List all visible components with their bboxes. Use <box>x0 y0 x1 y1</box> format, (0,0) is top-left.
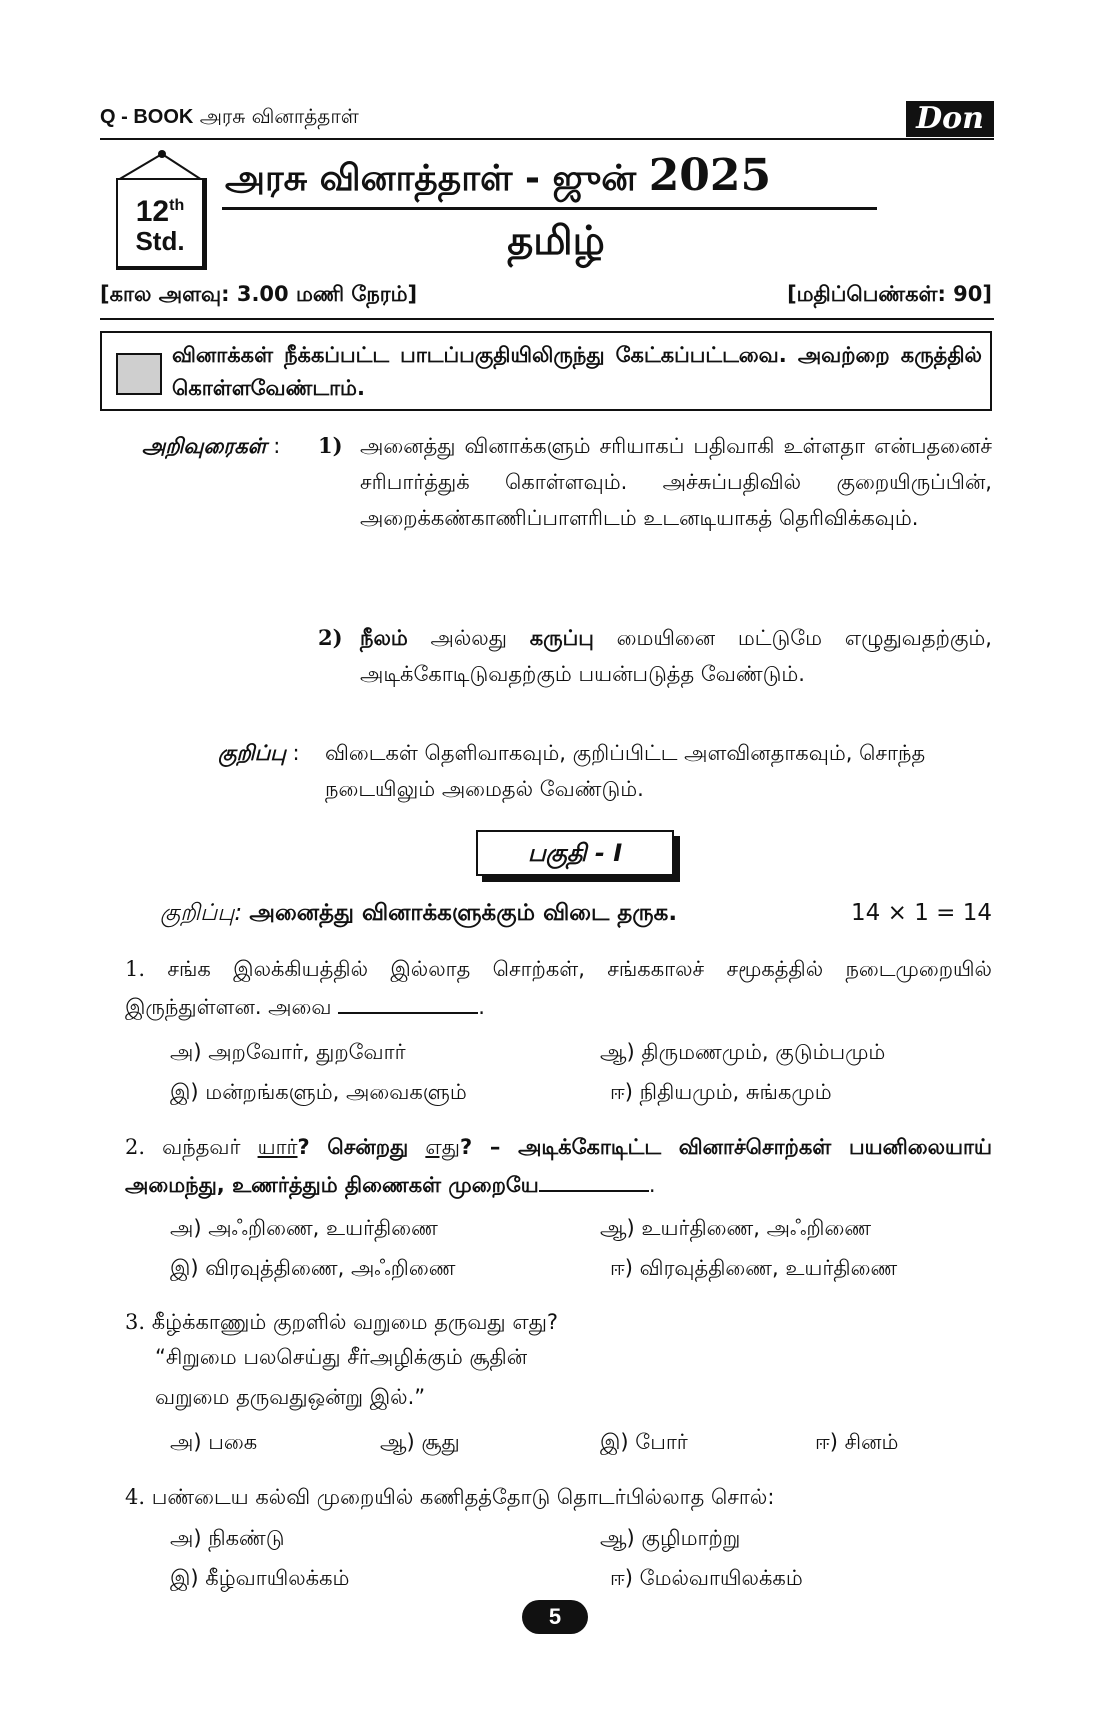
q3-option-d: ஈ) சினம் <box>815 1430 899 1454</box>
question-number: 2. <box>125 1135 146 1159</box>
title-text: அரசு வினாத்தாள் - ஜுன் <box>225 158 637 199</box>
q3-option-c: இ) போர் <box>600 1430 688 1454</box>
question-number: 1. <box>125 957 146 981</box>
q4-option-c: இ) கீழ்வாயிலக்கம் <box>170 1566 350 1590</box>
total-marks: [மதிப்பெண்கள்: 90] <box>787 282 992 306</box>
q2-option-d: ஈ) விரவுத்திணை, உயர்திணை <box>610 1256 898 1280</box>
q3-option-a: அ) பகை <box>170 1430 258 1454</box>
underlined-word: எது <box>425 1135 460 1159</box>
answer-blank <box>539 1190 649 1192</box>
question-1: 1. சங்க இலக்கியத்தில் இல்லாத சொற்கள், சங்ககாலச் சமூகத்தில் நடைமுறையில் இருந்துள்ளன. அவை . <box>125 957 992 1019</box>
question-number: 4. <box>125 1485 146 1509</box>
exam-title <box>225 150 771 204</box>
std-label: Std. <box>135 226 185 256</box>
note-text: விடைகள் தெளிவாகவும், குறிப்பிட்ட அளவினதாகவும், சொந்த நடையிலும் அமைதல் வேண்டும். <box>325 741 926 801</box>
question-text: கீழ்க்காணும் குறளில் வறுமை தருவது எது? <box>151 1310 559 1334</box>
instructions-label-row: அறிவுரைகள் : <box>142 434 281 458</box>
underlined-word: யார் <box>257 1135 298 1159</box>
q4-option-d: ஈ) மேல்வாயிலக்கம் <box>610 1566 803 1590</box>
note-label-row: குறிப்பு : <box>218 741 300 765</box>
instructions-label: அறிவுரைகள் <box>142 434 267 458</box>
instruction-2-number: 2) <box>318 625 343 650</box>
kural-line-2: வறுமை தருவதுஒன்று இல்.” <box>155 1385 426 1409</box>
section-note <box>160 900 992 929</box>
meta-rule <box>100 318 994 320</box>
instruction-2-or: அல்லது <box>430 626 507 650</box>
q2-option-a: அ) அஃறிணை, உயர்திணை <box>170 1216 438 1240</box>
page-number: 5 <box>522 1600 588 1634</box>
question-text-part: ? சென்றது <box>297 1135 409 1159</box>
title-rule <box>222 207 877 210</box>
instruction-2-text <box>360 620 992 692</box>
q1-option-b: ஆ) திருமணமும், குடும்பமும் <box>600 1040 886 1064</box>
instruction-2-rest: மையினை மட்டுமே எழுதுவதற்கும், அடிக்கோடிடுவதற்கும் பயன்படுத்த வேண்டும். <box>360 626 992 686</box>
title-year: 2025 <box>648 150 772 201</box>
q1-option-a: அ) அறவோர், துறவோர் <box>170 1040 406 1064</box>
instruction-1-number: 1) <box>318 433 343 458</box>
brand-logo: Don <box>906 101 994 137</box>
instruction-2-black: கருப்பு <box>529 626 594 650</box>
question-3 <box>125 1303 992 1341</box>
section-note-text: அனைத்து வினாக்களுக்கும் விடை தருக. <box>249 900 678 926</box>
section-marks: 14 × 1 = 14 <box>851 900 992 926</box>
q1-option-c: இ) மன்றங்களும், அவைகளும் <box>170 1080 467 1104</box>
q4-option-a: அ) நிகண்டு <box>170 1526 285 1550</box>
q4-option-b: ஆ) குழிமாற்று <box>600 1526 741 1550</box>
question-2: 2. வந்தவர் யார்? சென்றது எது? – அடிக்கோடிட்ட வினாச்சொற்கள் பயனிலையாய் அமைந்து, உணர்த்தும் திணைகள் முறையே . <box>125 1135 992 1197</box>
instruction-1-text: அனைத்து வினாக்களும் சரியாகப் பதிவாகி உள்ளதா என்பதனைச் சரிபார்த்துக் கொள்ளவும். அச்சுப்பதிவில் குறையிருப்பின், அறைக்கண்காணிப்பாளரிடம் உடனடியாகத் தெரிவிக்கவும். <box>360 434 992 530</box>
time-duration: [கால அளவு: 3.00 மணி நேரம்] <box>100 282 418 306</box>
notice-box <box>100 331 992 411</box>
question-text-part: வந்தவர் <box>162 1135 241 1159</box>
grey-square-icon <box>116 353 162 395</box>
note-label: குறிப்பு <box>218 741 286 765</box>
subject-title: தமிழ் <box>507 218 605 264</box>
running-header <box>100 104 359 131</box>
question-text-part: ? – அடிக்கோடிட்ட வினாச்சொற்கள் பயனிலையாய் அமைந்து, உணர்த்தும் திணைகள் முறையே <box>125 1135 992 1197</box>
std-number: 12th <box>135 195 185 228</box>
q1-option-d: ஈ) நிதியமும், சுங்கமும் <box>610 1080 832 1104</box>
book-subtitle: அரசு வினாத்தாள் <box>199 104 359 128</box>
question-4 <box>125 1478 992 1516</box>
notice-text: வினாக்கள் நீக்கப்பட்ட பாடப்பகுதியிலிருந்து கேட்கப்பட்டவை. அவற்றை கருத்தில் கொள்ளவேண்டாம். <box>172 343 982 400</box>
book-name: Q - BOOK <box>100 106 194 128</box>
q2-option-b: ஆ) உயர்திணை, அஃறிணை <box>600 1216 872 1240</box>
question-text: பண்டைய கல்வி முறையில் கணிதத்தோடு தொடர்பில்லாத சொல்: <box>151 1485 775 1509</box>
answer-blank <box>338 1012 478 1014</box>
instruction-2-blue: நீலம் <box>360 626 408 650</box>
header-rule <box>100 138 994 140</box>
section-title: பகுதி - I <box>476 830 674 876</box>
section-note-label: குறிப்பு: <box>160 900 243 926</box>
question-number: 3. <box>125 1310 146 1334</box>
question-text: சங்க இலக்கியத்தில் இல்லாத சொற்கள், சங்ககாலச் சமூகத்தில் நடைமுறையில் இருந்துள்ளன. அவை <box>125 957 992 1019</box>
kural-line-1: “சிறுமை பலசெய்து சீர்அழிக்கும் சூதின் <box>155 1345 528 1369</box>
q3-option-b: ஆ) சூது <box>380 1430 460 1454</box>
q2-option-c: இ) விரவுத்திணை, அஃறிணை <box>170 1256 456 1280</box>
